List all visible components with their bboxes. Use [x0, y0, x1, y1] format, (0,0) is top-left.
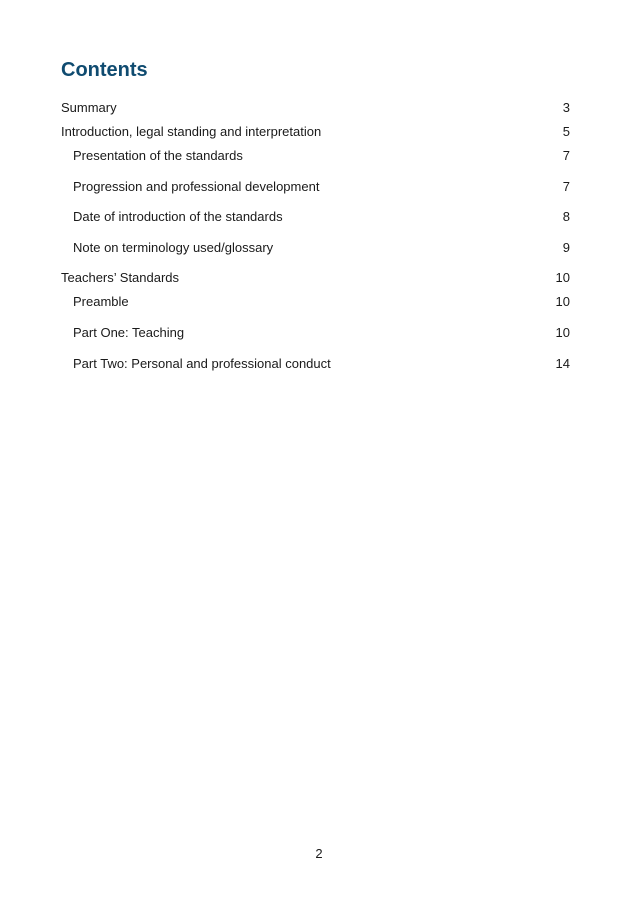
- toc-entry-title: Part Two: Personal and professional conduct: [73, 356, 331, 371]
- toc-entry-title: Introduction, legal standing and interpretation: [61, 124, 322, 139]
- toc-entry-title: Progression and professional development: [73, 179, 320, 194]
- toc-entry-page: 7: [562, 148, 570, 163]
- toc-entry-title: Presentation of the standards: [73, 148, 243, 163]
- toc-entry-progression[interactable]: [73, 178, 570, 196]
- toc-entry-title: Part One: Teaching: [73, 325, 185, 340]
- toc-entry-introduction[interactable]: [61, 123, 570, 141]
- toc-entry-page: 9: [562, 240, 570, 255]
- toc-entry-title: Teachers’ Standards: [61, 270, 180, 285]
- toc-entry-title: Summary: [61, 100, 117, 115]
- toc-entry-page: 14: [555, 356, 570, 371]
- toc-entry-part-one[interactable]: [73, 324, 570, 342]
- page-number: 2: [315, 846, 323, 861]
- toc-entry-title: Date of introduction of the standards: [73, 209, 283, 224]
- toc-entry-title: Preamble: [73, 294, 129, 309]
- toc-entry-date-of-introduction[interactable]: [73, 208, 570, 226]
- toc-entry-page: 10: [555, 270, 570, 285]
- contents-heading: Contents: [61, 59, 148, 81]
- toc-entry-page: 10: [555, 294, 570, 309]
- toc-entry-page: 7: [562, 179, 570, 194]
- toc-entry-teachers-standards[interactable]: [61, 269, 570, 287]
- toc-entry-presentation[interactable]: [73, 147, 570, 165]
- toc-entry-summary[interactable]: [61, 99, 570, 117]
- toc-entry-page: 5: [562, 124, 570, 139]
- toc-entry-page: 3: [562, 100, 570, 115]
- toc-entry-page: 8: [562, 209, 570, 224]
- toc-entry-title: Note on terminology used/glossary: [73, 240, 274, 255]
- toc-entry-part-two[interactable]: [73, 355, 570, 373]
- toc-entry-preamble[interactable]: [73, 293, 570, 311]
- toc-entry-page: 10: [555, 325, 570, 340]
- toc-entry-terminology[interactable]: [73, 239, 570, 257]
